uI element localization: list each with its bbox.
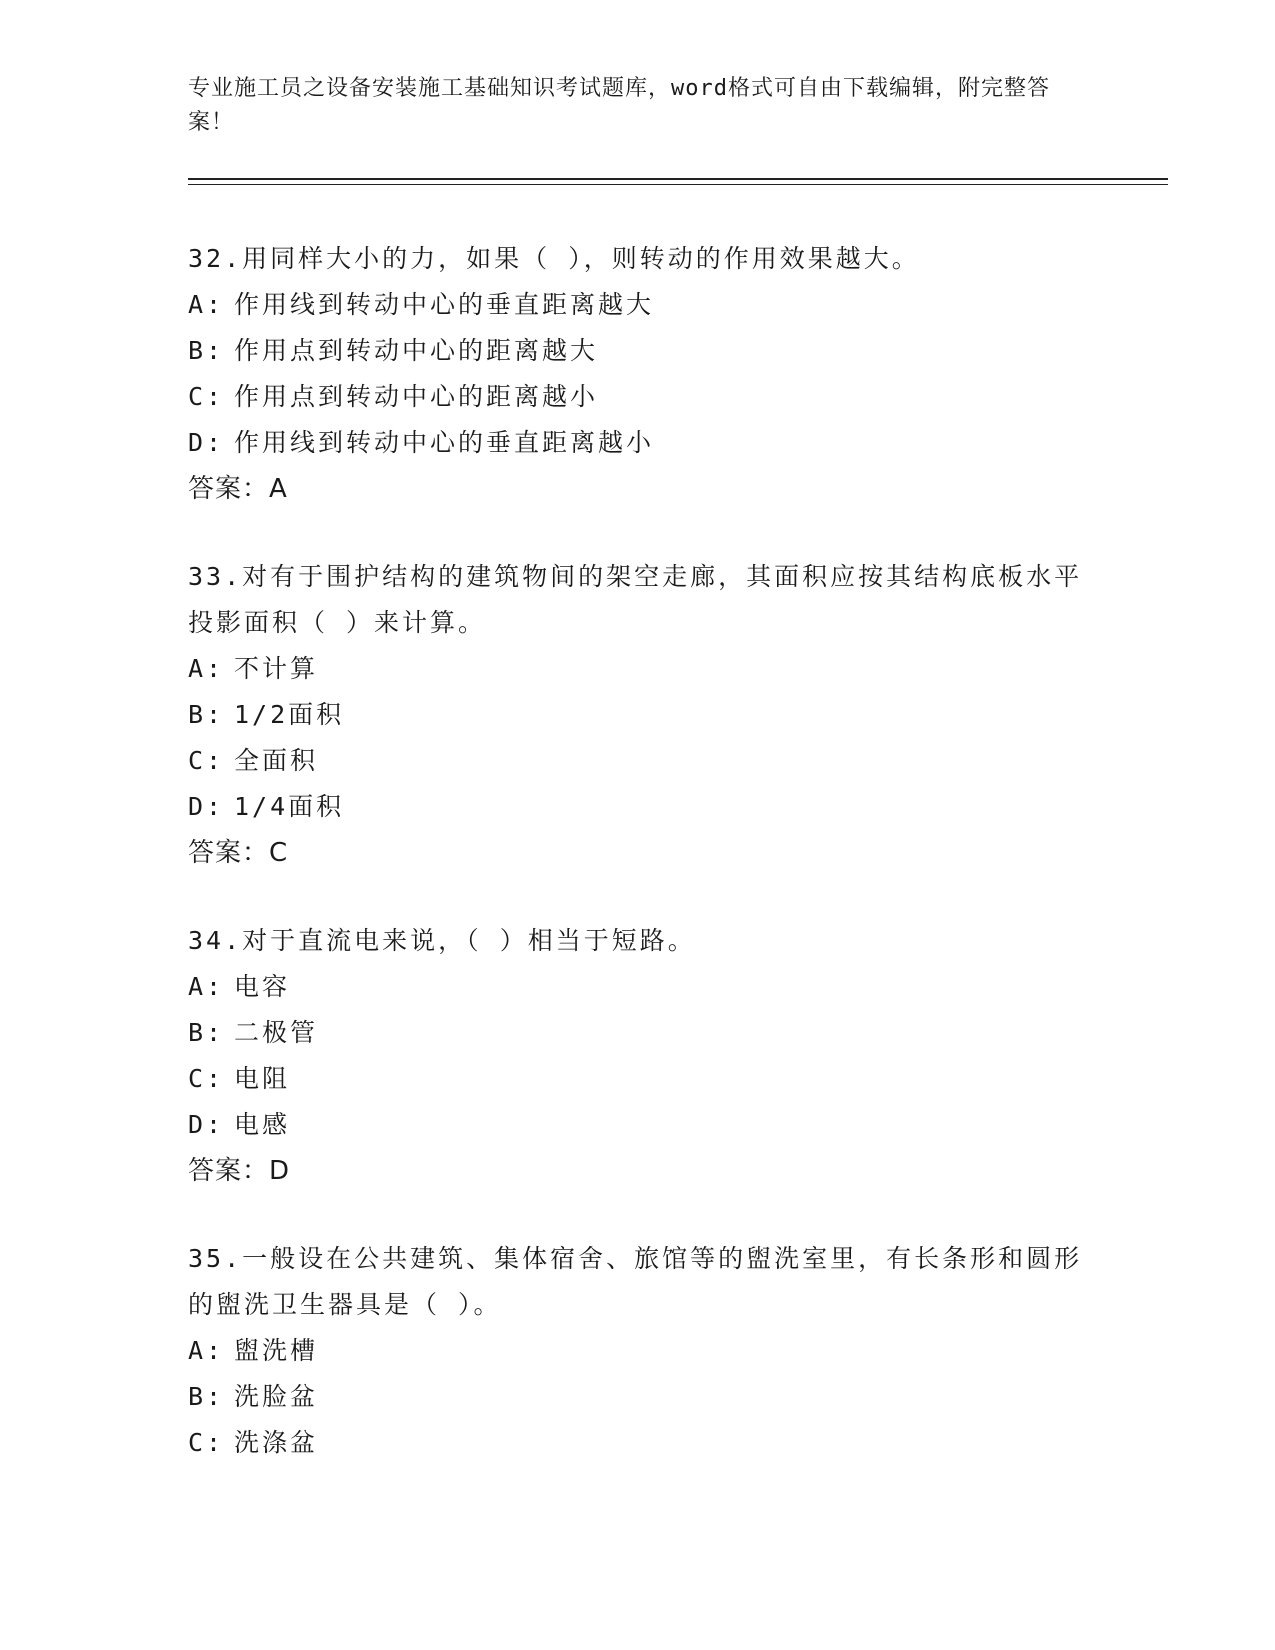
option-letter: A: xyxy=(188,1336,225,1365)
option-letter: C: xyxy=(188,1428,225,1457)
option-text: 盥洗槽 xyxy=(234,1336,319,1365)
option-text: 二极管 xyxy=(234,1018,319,1047)
option-a xyxy=(188,646,1088,692)
option-a xyxy=(188,964,1088,1010)
option-text: 电阻 xyxy=(234,1064,291,1093)
option-c xyxy=(188,1056,1088,1102)
option-letter: B: xyxy=(188,1382,225,1411)
option-text: 1/2面积 xyxy=(234,700,345,729)
option-letter: D: xyxy=(188,1110,225,1139)
option-text: 洗涤盆 xyxy=(234,1428,319,1457)
question-33 xyxy=(188,554,1088,876)
option-letter: A: xyxy=(188,654,225,683)
option-letter: C: xyxy=(188,746,225,775)
option-text: 电感 xyxy=(234,1110,291,1139)
option-letter: B: xyxy=(188,700,225,729)
question-stem: 33.对有于围护结构的建筑物间的架空走廊，其面积应按其结构底板水平投影面积（ ）来计算。 xyxy=(188,562,1083,637)
option-text: 全面积 xyxy=(234,746,319,775)
question-35 xyxy=(188,1236,1088,1466)
option-text: 电容 xyxy=(234,972,291,1001)
option-c xyxy=(188,374,1088,420)
option-c xyxy=(188,1420,1088,1466)
question-list xyxy=(188,236,1088,1508)
document-header: 专业施工员之设备安装施工基础知识考试题库，word格式可自由下载编辑，附完整答案！ xyxy=(188,76,1050,135)
option-a xyxy=(188,1328,1088,1374)
option-d xyxy=(188,784,1088,830)
option-letter: D: xyxy=(188,792,225,821)
question-stem: 32.用同样大小的力，如果（ ），则转动的作用效果越大。 xyxy=(188,244,920,273)
question-32 xyxy=(188,236,1088,512)
option-text: 1/4面积 xyxy=(234,792,345,821)
option-letter: A: xyxy=(188,972,225,1001)
option-b xyxy=(188,1010,1088,1056)
question-34 xyxy=(188,918,1088,1194)
header-divider-thick xyxy=(188,178,1168,180)
option-c xyxy=(188,738,1088,784)
option-text: 作用点到转动中心的距离越大 xyxy=(234,336,599,365)
option-text: 不计算 xyxy=(234,654,319,683)
option-d xyxy=(188,1102,1088,1148)
answer-line: 答案：C xyxy=(188,838,289,868)
question-stem: 35.一般设在公共建筑、集体宿舍、旅馆等的盥洗室里，有长条形和圆形的盥洗卫生器具是（ ）。 xyxy=(188,1244,1083,1319)
answer-line: 答案：D xyxy=(188,1156,291,1186)
question-stem: 34.对于直流电来说，（ ）相当于短路。 xyxy=(188,926,696,955)
option-text: 作用线到转动中心的垂直距离越小 xyxy=(234,428,655,457)
option-b xyxy=(188,1374,1088,1420)
option-b xyxy=(188,328,1088,374)
option-text: 作用线到转动中心的垂直距离越大 xyxy=(234,290,655,319)
option-letter: A: xyxy=(188,290,225,319)
option-letter: C: xyxy=(188,1064,225,1093)
option-b xyxy=(188,692,1088,738)
answer-line: 答案：A xyxy=(188,474,288,504)
option-letter: D: xyxy=(188,428,225,457)
header-divider-thin xyxy=(188,184,1168,185)
option-a xyxy=(188,282,1088,328)
option-text: 作用点到转动中心的距离越小 xyxy=(234,382,599,411)
option-letter: B: xyxy=(188,336,225,365)
option-text: 洗脸盆 xyxy=(234,1382,319,1411)
option-letter: C: xyxy=(188,382,225,411)
option-d xyxy=(188,420,1088,466)
option-letter: B: xyxy=(188,1018,225,1047)
